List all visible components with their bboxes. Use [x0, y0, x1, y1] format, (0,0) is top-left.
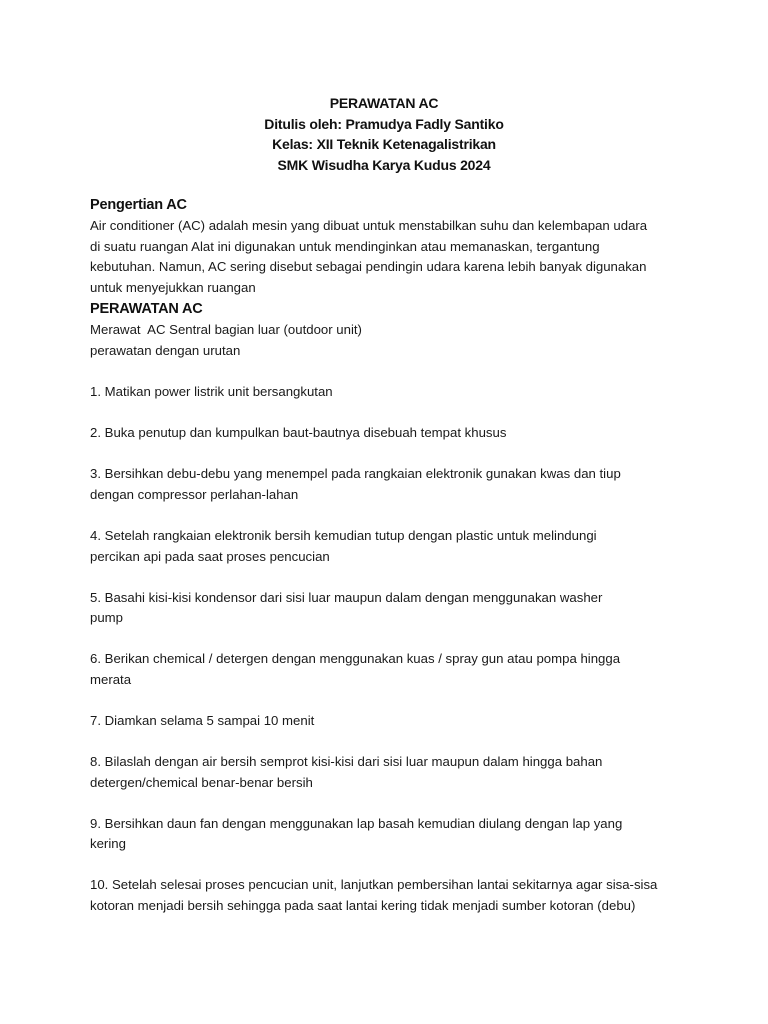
steps-list	[90, 382, 690, 917]
list-item-step-6: 6. Berikan chemical / detergen dengan menggunakan kuas / spray gun atau pompa hingga merata	[90, 651, 621, 687]
list-item-step-7: 7. Diamkan selama 5 sampai 10 menit	[90, 713, 315, 728]
class-line: Kelas: XII Teknik Ketenagalistrikan	[272, 136, 496, 152]
list-item-step-9: 9. Bersihkan daun fan dengan menggunakan lap basah kemudian diulang dengan lap yang kering	[90, 815, 623, 852]
section-heading-pengertian: Pengertian AC	[90, 197, 187, 213]
document-title: PERAWATAN AC	[329, 95, 439, 111]
list-item-step-5: 5. Basahi kisi-kisi kondensor dari sisi luar maupun dalam dengan menggunakan washer pump	[90, 589, 603, 626]
document-header	[0, 93, 768, 175]
section-heading-perawatan: PERAWATAN AC	[90, 301, 203, 318]
pengertian-paragraph: Air conditioner (AC) adalah mesin yang dibuat untuk menstabilkan suhu dan kelembapan udara di suatu ruangan Alat ini digunakan untuk mendinginkan atau memanaskan, tergantung kebutuhan. Namun, AC sering disebut sebagai pendingin udara karena lebih banyak digunakan untuk menyejukkan ruangan	[90, 218, 648, 295]
list-item-step-4: 4. Setelah rangkaian elektronik bersih kemudian tutup dengan plastic untuk melindungi percikan api pada saat proses pencucian	[90, 527, 597, 564]
document-body	[90, 194, 690, 917]
school-line: SMK Wisudha Karya Kudus 2024	[277, 156, 491, 173]
list-item-step-1: 1. Matikan power listrik unit bersangkutan	[90, 384, 333, 400]
author-line: Ditulis oleh: Pramudya Fadly Santiko	[264, 115, 504, 132]
list-item-step-3: 3. Bersihkan debu-debu yang menempel pada rangkaian elektronik gunakan kwas dan tiup dengan compressor perlahan-lahan	[90, 466, 621, 502]
list-item-step-2: 2. Buka penutup dan kumpulkan baut-bautnya disebuah tempat khusus	[90, 425, 507, 441]
perawatan-intro-line-1: Merawat AC Sentral bagian luar (outdoor unit)	[90, 322, 362, 338]
perawatan-intro-line-2: perawatan dengan urutan	[90, 342, 241, 358]
list-item-step-8: 8. Bilaslah dengan air bersih semprot kisi-kisi dari sisi luar maupun dalam hingga bahan detergen/chemical benar-benar bersih	[90, 754, 603, 790]
list-item-step-10: 10. Setelah selesai proses pencucian unit, lanjutkan pembersihan lantai sekitarnya agar sisa-sisa kotoran menjadi bersih sehingga pada saat lantai kering tidak menjadi sumber kotoran (debu)	[90, 877, 658, 914]
